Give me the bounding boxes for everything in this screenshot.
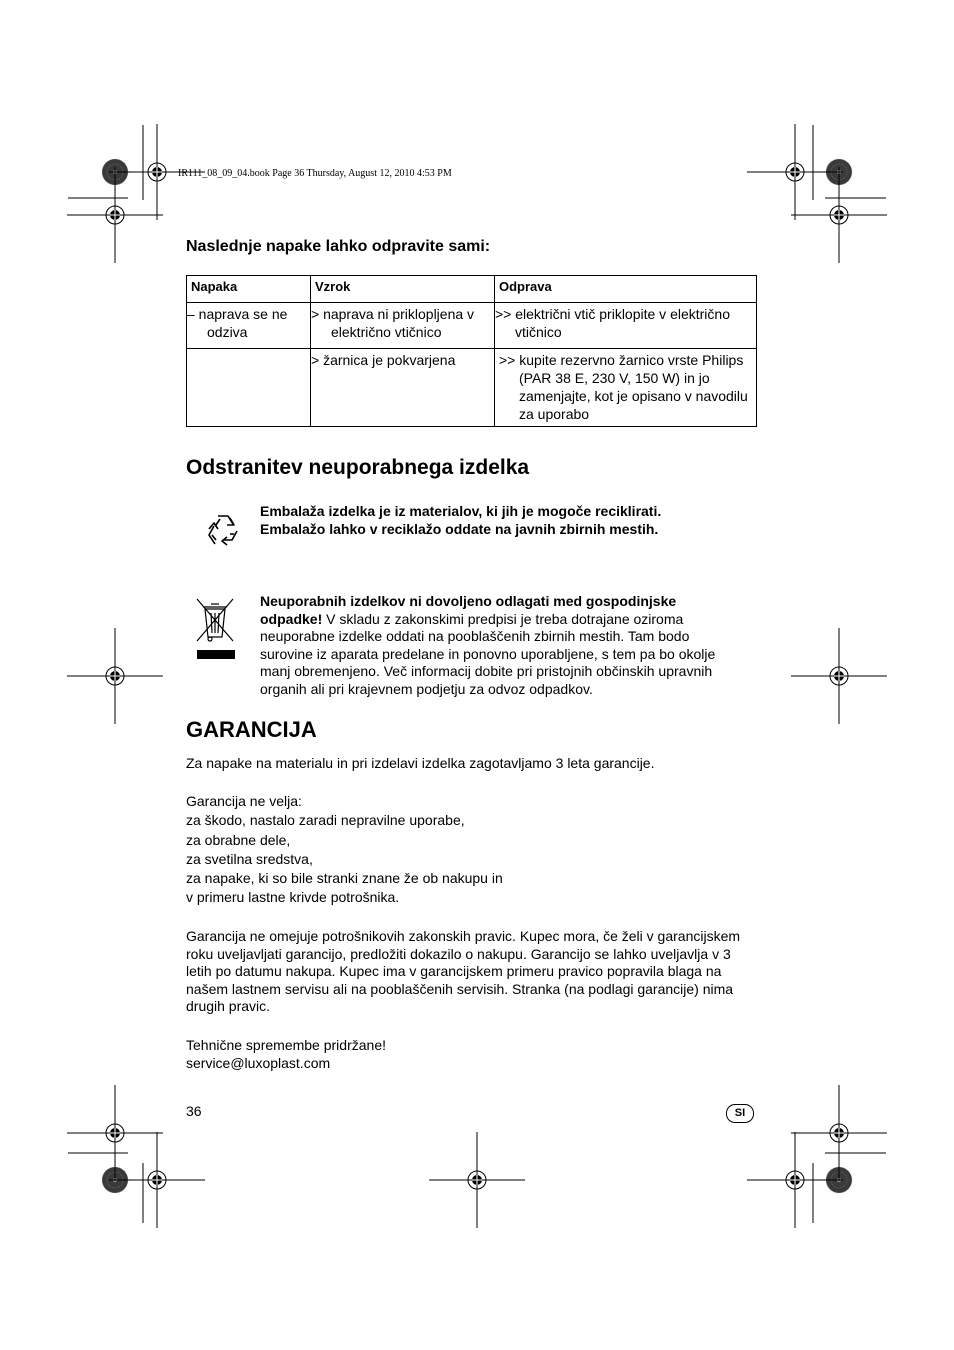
disposal-heading: Odstranitev neuporabnega izdelka bbox=[186, 456, 530, 479]
technical-note: Tehnične spremembe pridržane! bbox=[186, 1037, 386, 1053]
page-number: 36 bbox=[186, 1103, 202, 1119]
fix-cell: >> kupite rezervno žarnico vrste Philips (PAR 38 E, 230 V, 150 W) in jo zamenjajte, kot je opisano v navodilu za uporabo bbox=[495, 349, 757, 427]
list-item: za svetilna sredstva, bbox=[186, 851, 313, 867]
list-item: za napake, ki so bile stranki znane že ob nakupu in bbox=[186, 870, 503, 886]
cause-cell: > naprava ni priklopljena v električno vtičnico bbox=[311, 303, 495, 349]
packaging-text: Embalaža izdelka je iz materialov, ki jih je mogoče reciklirati. Embalažo lahko v reciklažo oddate na javnih zbirnih mestih. bbox=[260, 503, 662, 537]
list-item: za škodo, nastalo zaradi nepravilne uporabe, bbox=[186, 812, 465, 828]
troubleshoot-table bbox=[186, 275, 757, 427]
recycle-icon bbox=[203, 510, 243, 550]
table-row bbox=[187, 349, 757, 427]
consumer-rights-text: Garancija ne omejuje potrošnikovih zakonskih pravic. Kupec mora, če želi v garancijskem roku uveljavljati garancijo, predložiti dokazilo o nakupu. Garancijo se lahko uveljavlja v 3 letih po datumu nakupa. Kupec ima v garancijskem primeru pravico popravila blaga na našem lastnem servisu ali na pooblaščenih servisih. Stranka (na podlagi garancije) nima drugih pravic. bbox=[186, 928, 741, 1014]
weee-paragraph bbox=[260, 593, 732, 698]
table-header-row bbox=[187, 276, 757, 300]
fault-cell bbox=[187, 349, 311, 427]
language-badge: SI bbox=[726, 1104, 754, 1123]
list-item: v primeru lastne krivde potrošnika. bbox=[186, 889, 400, 905]
weee-text: V skladu z zakonskimi predpisi je treba dotrajane oziroma neuporabne izdelke oddati na pooblaščenih zbirnih mestih. Tam bodo surovine iz aparata predelane in ponovno uporabljene, s tem pa bo okolje manj obremenjeno. Več informacij dobite pri pristojnih občinskih upravnih organih ali pri krajevnem podjetju za odvoz odpadkov. bbox=[260, 610, 716, 697]
warranty-heading: GARANCIJA bbox=[186, 717, 317, 742]
troubleshoot-heading: Naslednje napake lahko odpravite sami: bbox=[186, 238, 491, 255]
fix-cell: >> električni vtič priklopite v električno vtičnico bbox=[495, 303, 757, 349]
column-header-fault: Napaka bbox=[187, 276, 311, 300]
book-info-line: IR111_08_09_04.book Page 36 Thursday, August 12, 2010 4:53 PM bbox=[178, 168, 452, 179]
weee-bold-text: Neuporabnih izdelkov ni dovoljeno odlagati med gospodinjske odpadke! bbox=[260, 593, 677, 627]
exclusions-title: Garancija ne velja: bbox=[186, 793, 302, 809]
table-row bbox=[187, 303, 757, 349]
list-item: za obrabne dele, bbox=[186, 832, 291, 848]
warranty-intro: Za napake na materialu in pri izdelavi izdelka zagotavljamo 3 leta garancije. bbox=[186, 755, 655, 771]
fault-cell: – naprava se ne odziva bbox=[187, 303, 311, 349]
crossed-out-wheelie-bin-icon bbox=[193, 595, 237, 661]
cause-cell: > žarnica je pokvarjena bbox=[311, 349, 495, 427]
column-header-cause: Vzrok bbox=[311, 276, 495, 300]
service-email: service@luxoplast.com bbox=[186, 1055, 331, 1071]
column-header-fix: Odprava bbox=[495, 276, 757, 300]
